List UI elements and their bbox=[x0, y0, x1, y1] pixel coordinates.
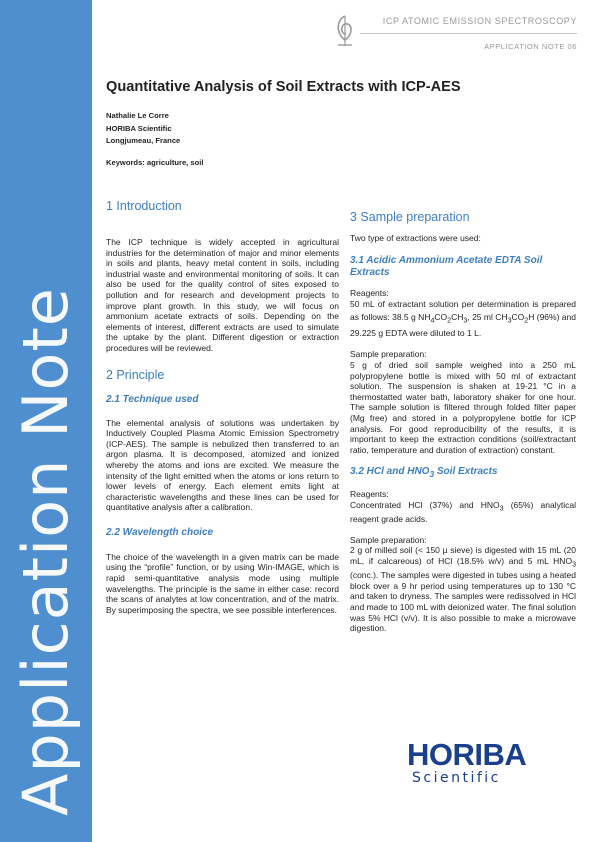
edta-reagents-mid: CH bbox=[451, 311, 464, 322]
spectroscopy-emblem-icon bbox=[332, 14, 358, 48]
header-divider bbox=[360, 33, 577, 34]
formula-subscript: 3 bbox=[507, 316, 512, 325]
section-heading-sample-preparation: 3 Sample preparation bbox=[350, 210, 470, 224]
hcl-reagents-label: Reagents: bbox=[350, 489, 389, 500]
left-column bbox=[106, 199, 339, 615]
edta-reagents-label: Reagents: bbox=[350, 287, 389, 298]
technique-text: The elemental analysis of solutions was undertaken by Inductively Coupled Plasma Atomic Emission Spectrometry (ICP-AES). The sample is nebulized then transferred to an argon plasma. It is decomposed, atomized and ionized whereby the atoms and ions are excited. We measure the intensity of the light emitted when the atoms or ions return to lower levels of energy. Each element emits light at characteristic wavelengths and these lines can be used for quantitative analysis after a calibration. bbox=[106, 417, 339, 513]
formula-subscript: 2 bbox=[524, 316, 529, 325]
subsection-heading-technique: 2.1 Technique used bbox=[106, 393, 199, 405]
wavelength-text: The choice of the wavelength in a given matrix can be made using the “profile” function, or by using Win-IMAGE, which is rapid semi-quantitative analysis mode using multiple wavelengths. The principle is the same in either case: record the scans of analytes at low concentration, and of the matrix. By superimposing the spectra, we see possible interferences. bbox=[106, 551, 339, 615]
sample-intro: Two type of extractions were used: bbox=[350, 233, 481, 243]
author-block bbox=[106, 110, 180, 148]
author-location: Longjumeau, France bbox=[106, 136, 181, 145]
hcl-prep-post: (conc.). The samples were digested in tubes using a heated block over a 9 hr period using temperatures up to 130 °C and taken to dryness. The samples were redissolved in HCl and made to 100 mL with deionized water. The final solution was 5% HCl (v/v). It is also possible to make a microwave digestion. bbox=[350, 570, 576, 634]
edta-reagents-pre: 50 mL of extractant solution per determination is prepared as follows: 38.5 g NH bbox=[350, 299, 576, 322]
subsection-heading-hcl bbox=[350, 466, 576, 480]
section-heading-principle: 2 Principle bbox=[106, 367, 165, 382]
formula-subscript: 3 bbox=[572, 560, 576, 569]
hcl-prep-pre: 2 g of milled soil (< 150 µ sieve) is digested with 15 mL (20 mL, if calcareous) of HCl (18.5% w/v) and 5 mL HNO bbox=[350, 545, 576, 566]
keywords: Keywords: agriculture, soil bbox=[106, 158, 204, 167]
formula-subscript: 2 bbox=[447, 316, 452, 325]
introduction-text: The ICP technique is widely accepted in agricultural industries for the determination of major and minor elements in soils and plants, heavy metal content in soils, including industrial waste and environmental monitoring of soils. It can also be used for the quality control of sites exposed to pollution and for research and development projects to improve plant growth. In this study, we will focus on ammonium acetate extracts of soils. Depending on the elements of interest, different extracts are used to simulate the uptake by the plant. Different digestion or extraction procedures will be reviewed. bbox=[106, 237, 339, 353]
edta-reagents-post: H (96%) and 29.225 g EDTA were diluted to 1 L. bbox=[350, 311, 576, 338]
horiba-logo bbox=[407, 738, 575, 794]
formula-subscript: 4 bbox=[430, 316, 435, 325]
author-company: HORIBA Scientific bbox=[106, 123, 172, 133]
edta-prep-text: 5 g of dried soil sample weighed into a 250 mL polypropylene bottle is mixed with 50 ml of extractant solution. The suspension is shaken at 19-21 °C in a thermostatted water bath, laboratory shaker for one hour. The sample solution is filtered through folded filter paper (Mg free) and stored in a polypropylene bottle for ICP analysis. For good reproducibility of the results, it is important to keep the extraction conditions (soil/extractant ratio, temperature and duration of extraction) constant. bbox=[350, 359, 576, 455]
formula-subscript: 3 bbox=[463, 316, 468, 325]
hcl-reagents-text bbox=[350, 500, 576, 525]
logo-brand: HORIBA bbox=[407, 737, 527, 772]
page-title: Quantitative Analysis of Soil Extracts with ICP-AES bbox=[106, 79, 461, 95]
hcl-prep-text bbox=[350, 545, 576, 633]
edta-reagents-mid: CO bbox=[434, 311, 448, 322]
subsection-heading-wavelength: 2.2 Wavelength choice bbox=[106, 526, 214, 538]
section-heading-introduction: 1 Introduction bbox=[106, 199, 182, 213]
hcl-reagents-pre: Concentrated HCl (37%) and HNO bbox=[350, 499, 500, 510]
header-series: ICP ATOMIC EMISSION SPECTROSCOPY bbox=[382, 16, 577, 26]
edta-prep-label: Sample preparation: bbox=[350, 349, 427, 360]
author-name: Nathalie Le Corre bbox=[106, 111, 169, 120]
edta-reagents-mid: , 25 ml CH bbox=[467, 311, 508, 322]
hcl-heading-post: Soil Extracts bbox=[434, 466, 498, 478]
logo-division: Scientific bbox=[412, 770, 501, 786]
formula-subscript: 3 bbox=[499, 504, 504, 513]
subsection-heading-edta: 3.1 Acidic Ammonium Acetate EDTA Soil Extracts bbox=[350, 254, 543, 278]
sidebar-title: Application Note bbox=[9, 287, 82, 816]
edta-reagents-text bbox=[350, 298, 576, 339]
hcl-reagents-post: (65%) analytical reagent grade acids. bbox=[350, 499, 576, 525]
header-note-number: APPLICATION NOTE 06 bbox=[484, 42, 577, 51]
sidebar-band bbox=[0, 0, 92, 842]
right-column bbox=[350, 210, 576, 634]
hcl-heading-pre: 3.2 HCl and HNO bbox=[350, 466, 430, 478]
hcl-prep-label: Sample preparation: bbox=[350, 534, 427, 545]
edta-reagents-mid: CO bbox=[511, 311, 525, 322]
formula-subscript: 3 bbox=[429, 469, 435, 480]
